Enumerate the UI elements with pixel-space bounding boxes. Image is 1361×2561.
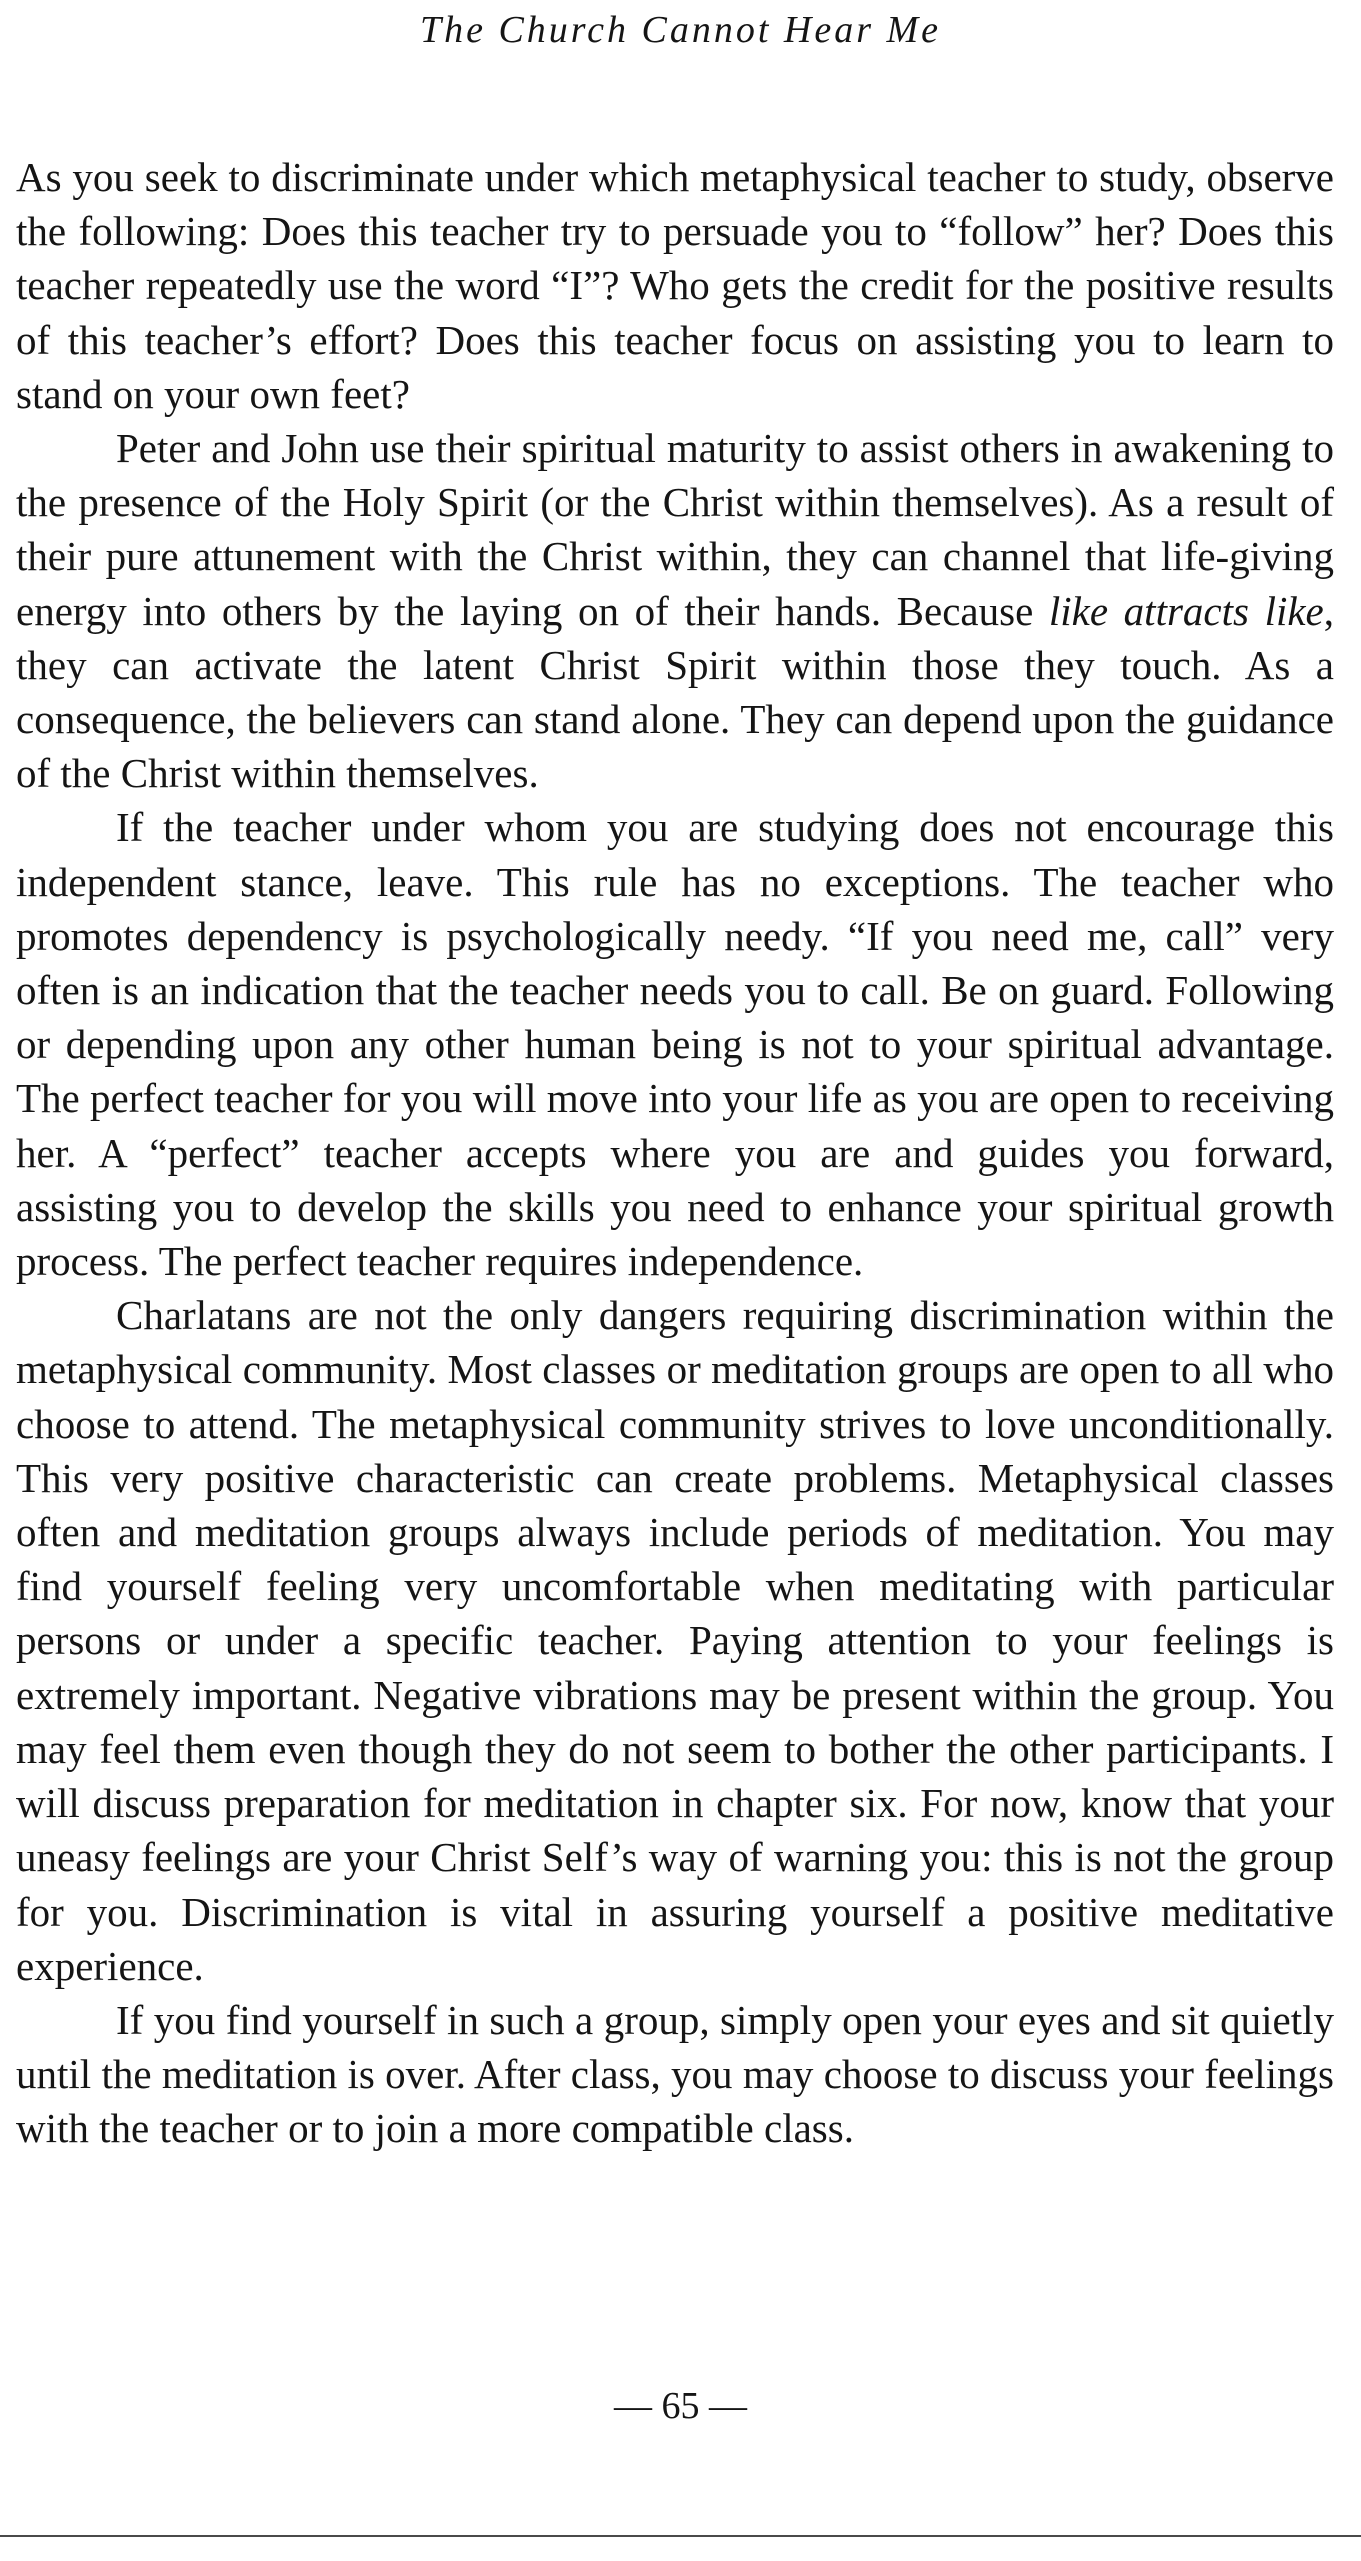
bottom-rule bbox=[0, 2535, 1361, 2537]
paragraph-1: As you seek to discriminate under which metaphysical teacher to study, observe the following: Does this teacher try to persuade you to “follow” her? Does this teacher repeatedly use the word “I”? Who gets the credit for the positive results of this teacher’s effort? Does this teacher focus on assisting you to learn to stand on your own feet? bbox=[16, 154, 1334, 417]
paragraph-2 bbox=[16, 421, 1334, 800]
body-text bbox=[16, 150, 1334, 2156]
paragraph-2-text-before: Peter and John use their spiritual maturity to assist others in awakening to the presence of the Holy Spirit (or the Christ within themselves). As a result of their pure attunement with the Christ within, they can channel that life-giving energy into others by the laying on of their hands. Because bbox=[16, 425, 1334, 634]
paragraph-3: If the teacher under whom you are studying does not encourage this independent stance, leave. This rule has no exceptions. The teacher who promotes dependency is psychologically needy. “If you need me, call” very often is an indication that the teacher needs you to call. Be on guard. Following or depending upon any other human being is not to your spiritual advantage. The perfect teacher for you will move into your life as you are open to receiving her. A “perfect” teacher accepts where you are and guides you forward, assisting you to develop the skills you need to enhance your spiritual growth process. The perfect teacher requires independence. bbox=[16, 804, 1334, 1285]
paragraph-4: Charlatans are not the only dangers requiring discrimination within the metaphysical community. Most classes or meditation groups are open to all who choose to attend. The metaphysical community strives to love unconditionally. This very positive characteristic can create problems. Metaphysical classes often and meditation groups always include periods of meditation. You may find yourself feeling very uncomfortable when meditating with particular persons or under a specific teacher. Paying attention to your feelings is extremely important. Negative vibrations may be present within the group. You may feel them even though they do not seem to bother the other participants. I will discuss preparation for meditation in chapter six. For now, know that your uneasy feelings are your Christ Self’s way of warning you: this is not the group for you. Discrimination is vital in assuring yourself a positive meditative experience. bbox=[16, 1292, 1334, 1989]
paragraph-5: If you find yourself in such a group, simply open your eyes and sit quietly until the meditation is over. After class, you may choose to discuss your feelings with the teacher or to join a more compatible class. bbox=[16, 1996, 1334, 2152]
paragraph-2-text-after: , they can activate the latent Christ Spirit within those they touch. As a consequence, the believers can stand alone. They can depend upon the guidance of the Christ within themselves. bbox=[16, 587, 1335, 797]
page-number: — 65 — bbox=[614, 2385, 747, 2427]
running-head: The Church Cannot Hear Me bbox=[419, 9, 942, 51]
paragraph-2-italic-phrase: like attracts like bbox=[1048, 587, 1324, 634]
